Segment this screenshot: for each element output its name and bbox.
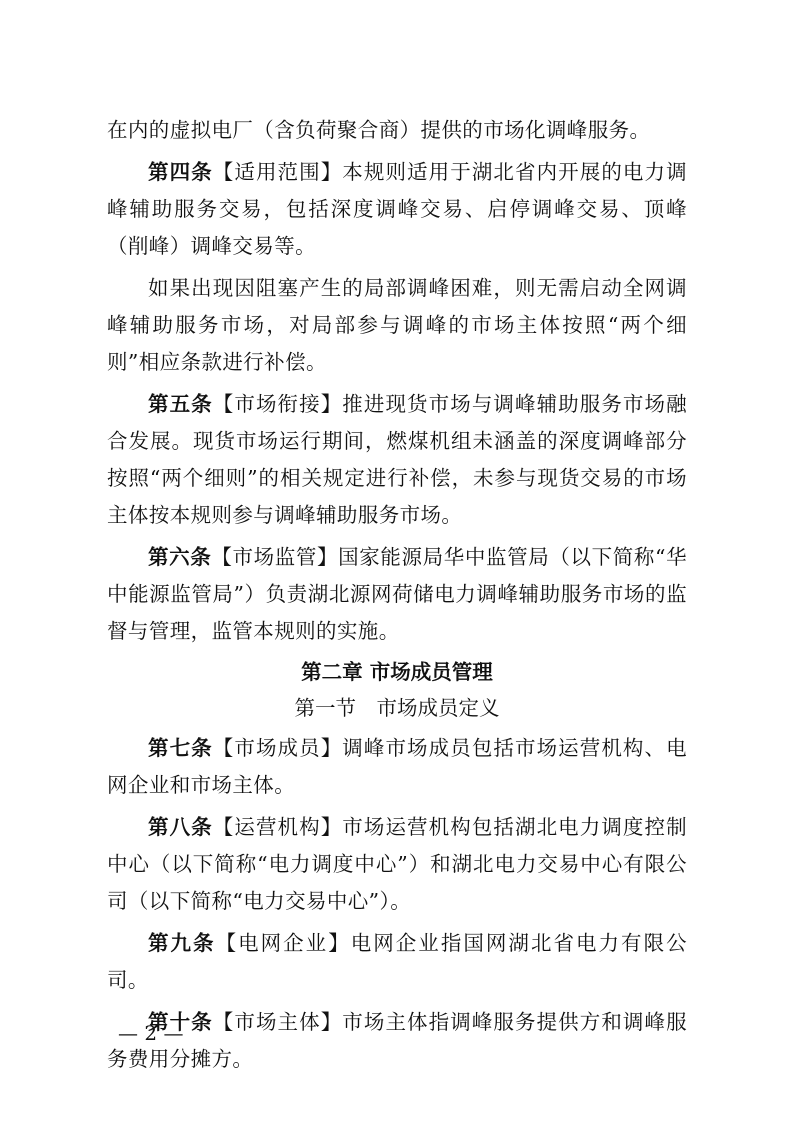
article-number: 第八条 [148, 815, 213, 839]
article-4 [107, 154, 687, 265]
article-title: 【市场主体】 [212, 1010, 343, 1034]
article-text: 调峰市场成员包括市场运营机构、电网企业和市场主体。 [107, 736, 687, 797]
page-number: — 2 — [118, 1021, 184, 1045]
article-8 [107, 809, 687, 920]
article-10 [107, 1004, 687, 1078]
article-text: 国家能源局华中监管局（以下简称“华中能源监管局”）负责湖北源网荷储电力调峰辅助服务市场的监督与管理，监管本规则的实施。 [107, 545, 687, 643]
paragraph-text: 如果出现因阻塞产生的局部调峰困难，则无需启动全网调峰辅助服务市场，对局部参与调峰的市场主体按照“两个细则”相应条款进行补偿。 [107, 276, 687, 374]
article-text: 市场运营机构包括湖北电力调度控制中心（以下简称“电力调度中心”）和湖北电力交易中心有限公司（以下简称“电力交易中心”）。 [107, 815, 687, 913]
paragraph-continuation [107, 112, 687, 149]
article-title: 【市场监管】 [211, 545, 339, 569]
article-text: 本规则适用于湖北省内开展的电力调峰辅助服务交易，包括深度调峰交易、启停调峰交易、顶峰（削峰）调峰交易等。 [107, 160, 687, 258]
article-number: 第六条 [148, 545, 212, 569]
section-heading: 第一节 市场成员定义 [294, 696, 500, 720]
article-title: 【市场成员】 [212, 736, 343, 760]
article-number: 第九条 [148, 931, 216, 955]
article-text: 电网企业指国网湖北省电力有限公司。 [107, 931, 687, 992]
article-6 [107, 539, 687, 650]
article-title: 【适用范围】 [212, 160, 343, 184]
article-number: 第十条 [148, 1010, 213, 1034]
article-5 [107, 386, 687, 534]
article-text: 市场主体指调峰服务提供方和调峰服务费用分摊方。 [107, 1010, 687, 1071]
paragraph-local-congestion [107, 270, 687, 381]
article-title: 【运营机构】 [212, 815, 343, 839]
article-number: 第五条 [148, 392, 213, 416]
article-number: 第七条 [148, 736, 213, 760]
article-7 [107, 730, 687, 804]
article-title: 【市场衔接】 [212, 392, 343, 416]
article-9 [107, 925, 687, 999]
document-body [107, 112, 687, 1083]
paragraph-text: 在内的虚拟电厂（含负荷聚合商）提供的市场化调峰服务。 [107, 118, 651, 142]
article-number: 第四条 [148, 160, 213, 184]
article-title: 【电网企业】 [215, 931, 351, 955]
article-text: 推进现货市场与调峰辅助服务市场融合发展。现货市场运行期间，燃煤机组未涵盖的深度调峰部分按照“两个细则”的相关规定进行补偿，未参与现货交易的市场主体按本规则参与调峰辅助服务市场。 [107, 392, 687, 527]
chapter-heading: 第二章 市场成员管理 [301, 660, 493, 684]
